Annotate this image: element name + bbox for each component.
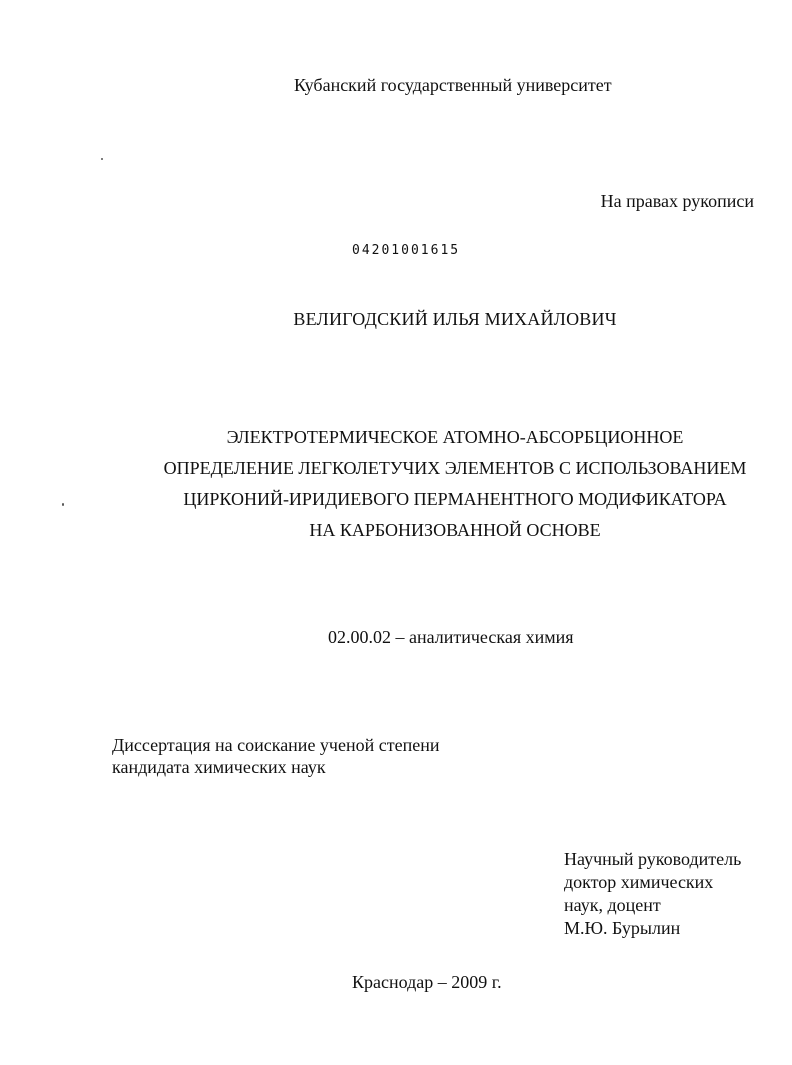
scan-speck xyxy=(62,503,64,506)
rights-notice: На правах рукописи xyxy=(600,191,754,211)
degree-line: кандидата химических наук xyxy=(112,757,326,777)
title-line: НА КАРБОНИЗОВАННОЙ ОСНОВЕ xyxy=(309,520,601,540)
archive-code: 04201001615 xyxy=(352,243,461,258)
title-line: ЭЛЕКТРОТЕРМИЧЕСКОЕ АТОМНО-АБСОРБЦИОННОЕ xyxy=(226,427,684,447)
title-line: ЦИРКОНИЙ-ИРИДИЕВОГО ПЕРМАНЕНТНОГО МОДИФИКАТОРА xyxy=(183,489,727,509)
university-name: Кубанский государственный университет xyxy=(294,75,612,95)
supervisor-line: доктор химических xyxy=(564,872,714,892)
supervisor-line: Научный руководитель xyxy=(564,849,742,869)
supervisor-line: наук, доцент xyxy=(564,895,661,915)
dissertation-title xyxy=(100,422,792,546)
supervisor-block xyxy=(564,848,741,940)
degree-line: Диссертация на соискание ученой степени xyxy=(112,735,440,755)
supervisor-name: М.Ю. Бурылин xyxy=(564,918,681,938)
author-name: ВЕЛИГОДСКИЙ ИЛЬЯ МИХАЙЛОВИЧ xyxy=(293,309,617,329)
city-year: Краснодар – 2009 г. xyxy=(352,972,502,992)
scan-speck xyxy=(101,158,103,160)
degree-statement xyxy=(112,734,439,778)
specialty-code: 02.00.02 – аналитическая химия xyxy=(328,627,574,647)
title-line: ОПРЕДЕЛЕНИЕ ЛЕГКОЛЕТУЧИХ ЭЛЕМЕНТОВ С ИСПОЛЬЗОВАНИЕМ xyxy=(163,458,747,478)
